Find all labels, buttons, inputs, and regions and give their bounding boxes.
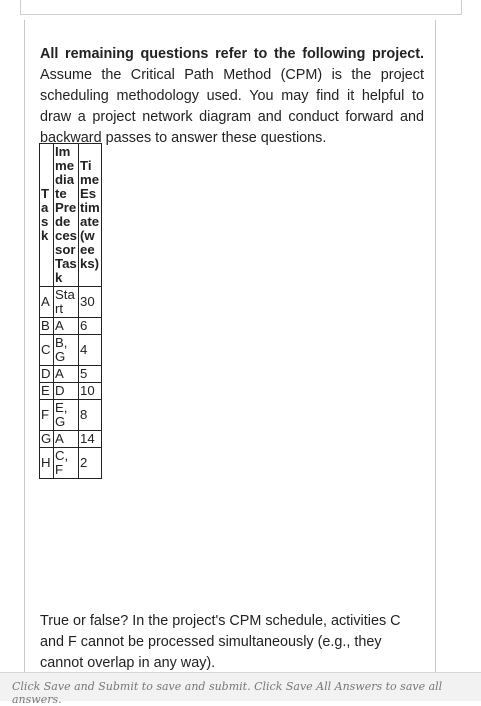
cell-time: 8 (79, 400, 102, 431)
question-card (24, 20, 436, 672)
header-predecessor: Immediate Predecessor Task (55, 144, 78, 285)
cell-predecessor: A (54, 366, 79, 383)
table-header-row (40, 144, 102, 287)
table-row (40, 400, 102, 431)
table-row (40, 366, 102, 383)
intro-bold-text: All remaining questions refer to the following project. (40, 46, 424, 62)
cell-predecessor: A (54, 431, 79, 448)
question-text: True or false? In the project's CPM schedule, activities C and F cannot be processed simultaneously (e.g., they cannot overlap in any way). (40, 613, 401, 671)
cell-time: 10 (79, 383, 102, 400)
previous-question-edge (20, 0, 462, 15)
cell-task: G (40, 431, 54, 448)
footer-bar (0, 672, 481, 706)
cell-time: 5 (79, 366, 102, 383)
table-row (40, 431, 102, 448)
footer-instructions: Click Save and Submit to save and submit. Click Save All Answers to save all answers. (12, 680, 443, 706)
header-task: Task (40, 144, 54, 287)
cell-task: E (40, 383, 54, 400)
cell-task: H (40, 448, 54, 479)
cell-predecessor: B, G (54, 335, 79, 366)
intro-text: Assume the Critical Path Method (CPM) is the project scheduling methodology used. You may find it helpful to draw a project network diagram and conduct forward and backward passes to answer these questions. (40, 67, 424, 146)
table-row (40, 383, 102, 400)
cell-predecessor: C, F (54, 448, 79, 479)
cell-task: D (40, 366, 54, 383)
header-time: Time Estimate (weeks) (79, 144, 102, 287)
cell-time: 30 (79, 287, 102, 318)
cell-task: F (40, 400, 54, 431)
cell-predecessor: E, G (54, 400, 79, 431)
cell-predecessor: D (54, 383, 79, 400)
cell-task: A (40, 287, 54, 318)
table-row (40, 448, 102, 479)
cell-time: 6 (79, 318, 102, 335)
table-row (40, 287, 102, 318)
cell-time: 2 (79, 448, 102, 479)
cell-task: C (40, 335, 54, 366)
cell-time: 4 (79, 335, 102, 366)
cell-predecessor: A (54, 318, 79, 335)
table-row (40, 318, 102, 335)
intro-paragraph (40, 44, 424, 149)
cell-task: B (40, 318, 54, 335)
cell-time: 14 (79, 431, 102, 448)
table-row (40, 335, 102, 366)
task-table (39, 143, 102, 479)
cell-predecessor: Start (54, 287, 79, 318)
